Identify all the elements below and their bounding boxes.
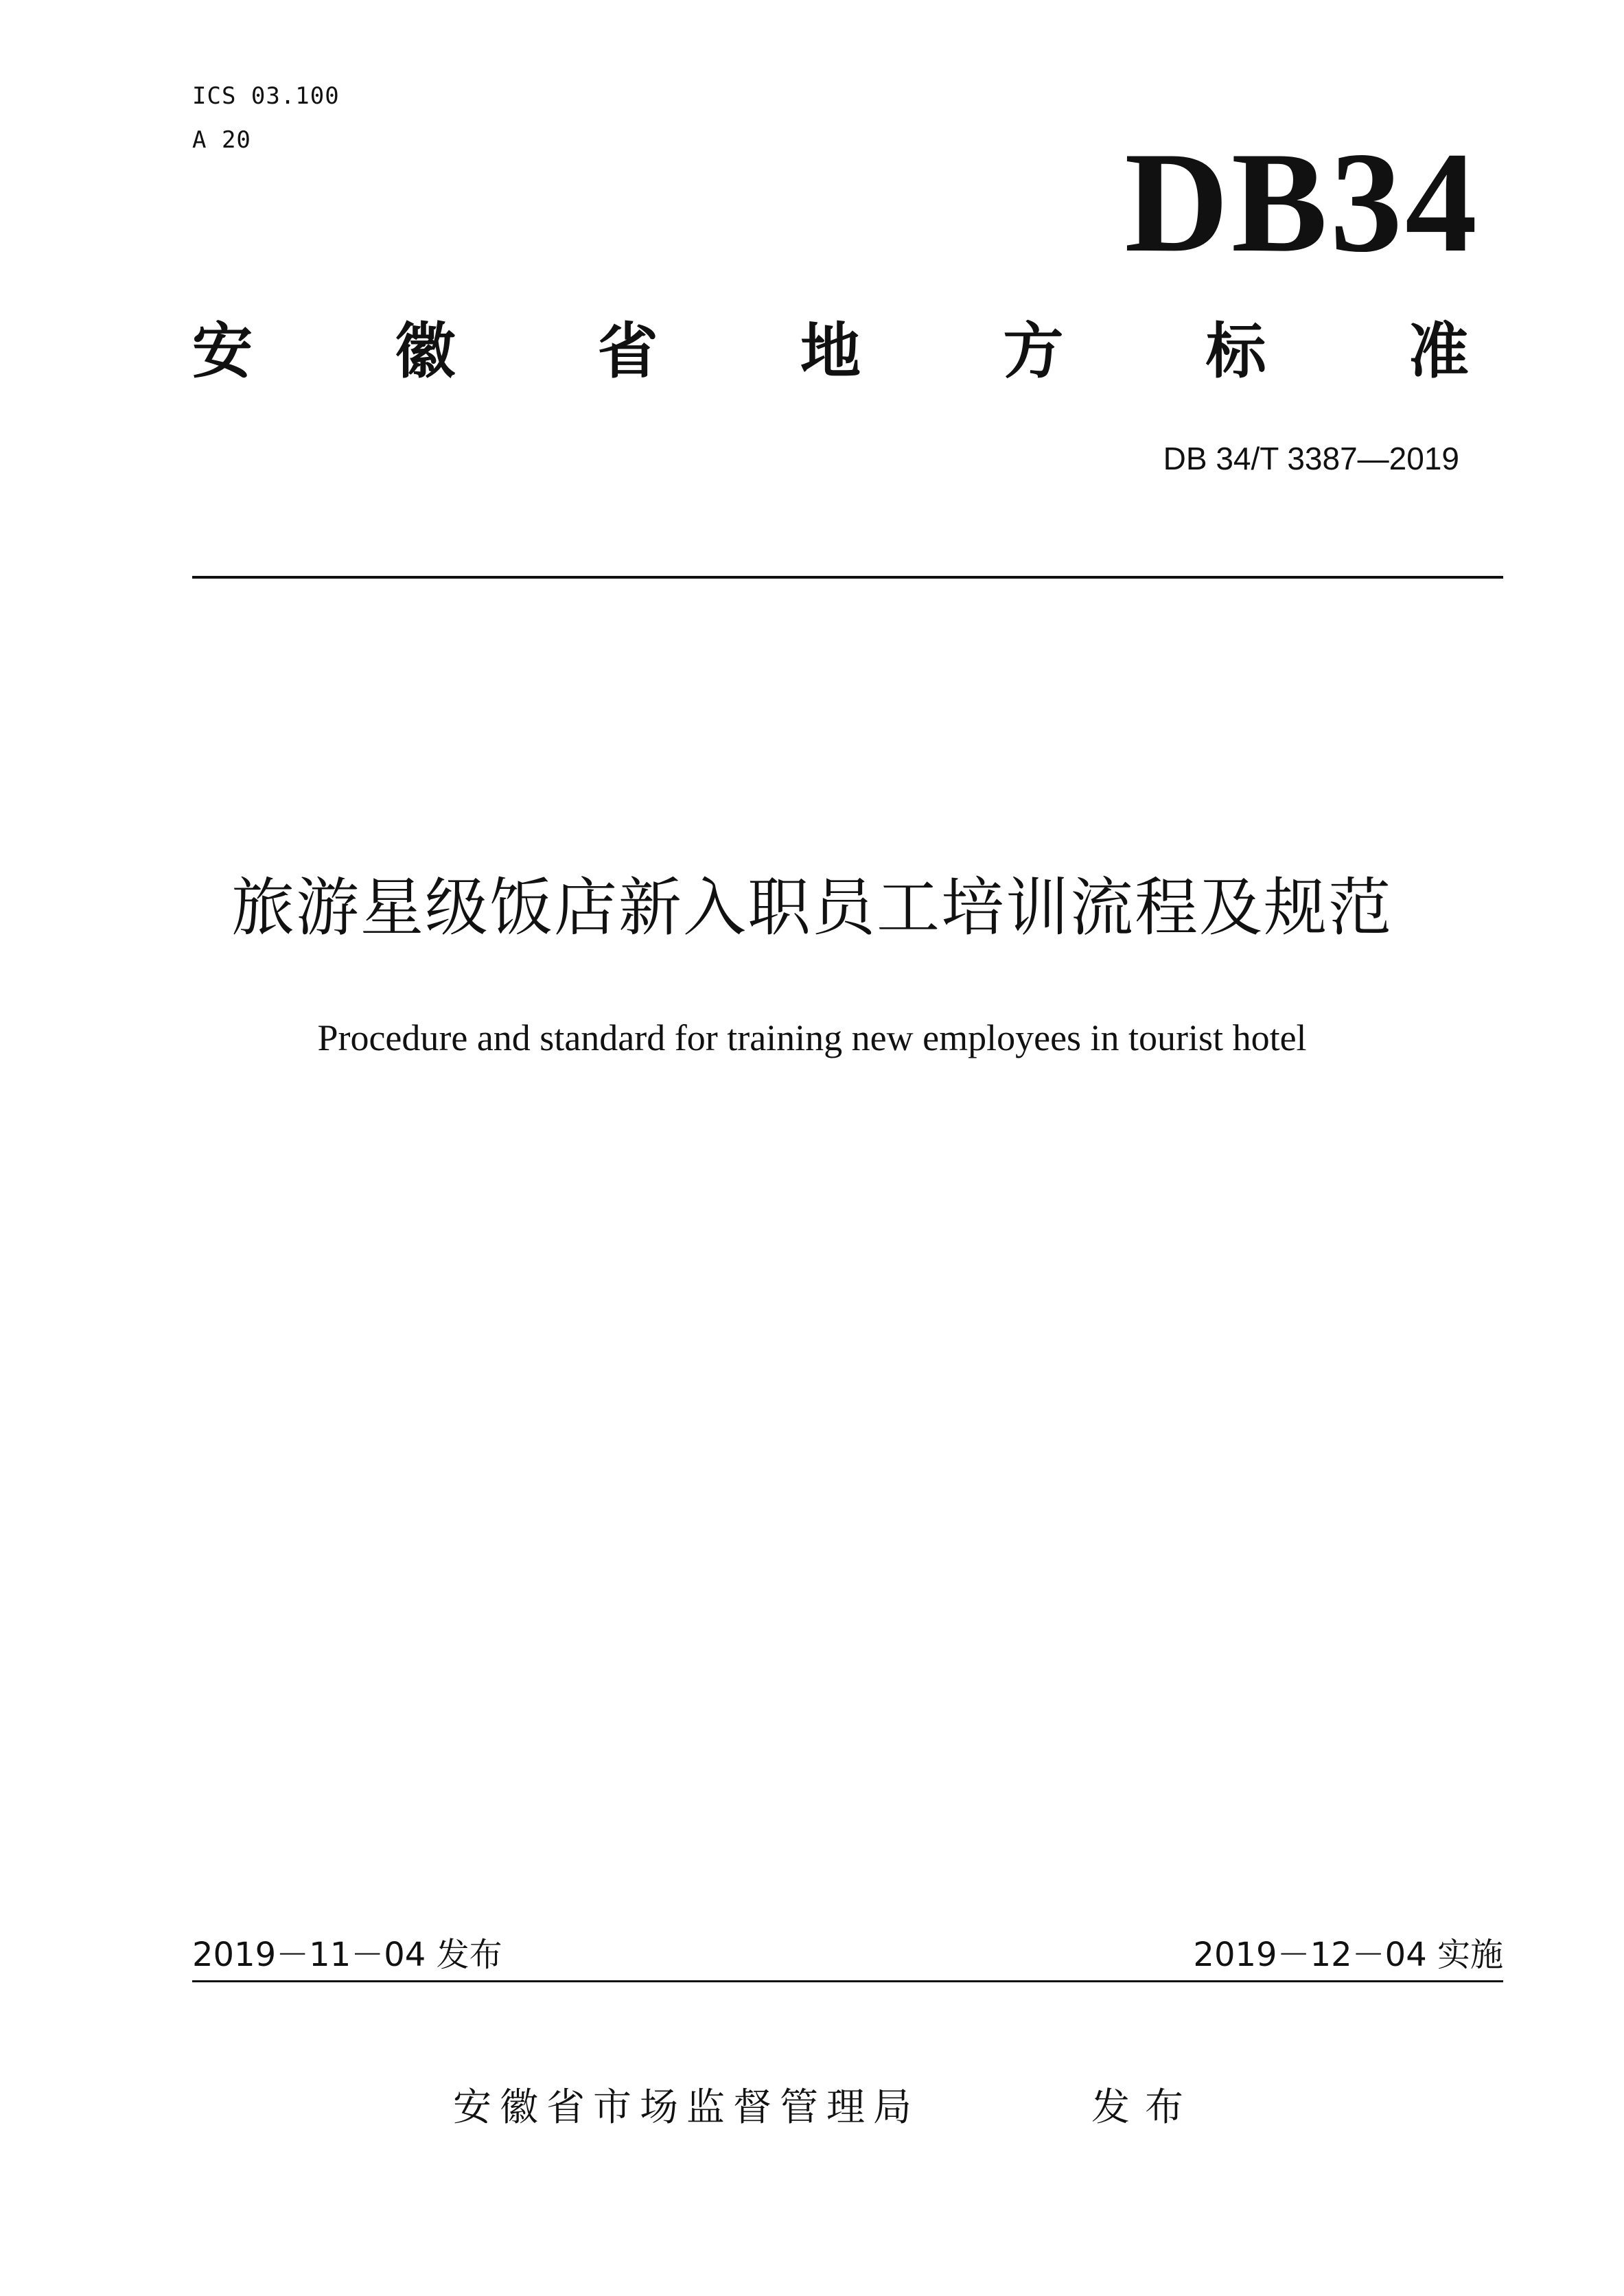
standard-type-char: 准 (1408, 316, 1469, 386)
bottom-divider (192, 1980, 1503, 1982)
standard-type-char: 方 (1003, 316, 1064, 386)
implementation-date: 2019－12－04 实施 (1193, 1936, 1503, 1974)
standard-type-heading (192, 317, 1469, 386)
standard-type-char: 安 (192, 316, 253, 386)
title-english: Procedure and standard for training new employees in tourist hotel (317, 1017, 1307, 1058)
standard-type-char: 省 (597, 316, 658, 386)
db-mark: DB34 (1124, 123, 1480, 282)
standard-type-char: 标 (1205, 316, 1266, 386)
issuing-authority: 安徽省市场监督管理局 (453, 2085, 920, 2130)
top-divider (192, 576, 1503, 579)
standard-type-char: 地 (800, 316, 861, 386)
ccs-code: A 20 (192, 126, 251, 154)
issue-label: 发布 (1091, 2085, 1198, 2130)
title-chinese: 旅游星级饭店新入职员工培训流程及规范 (231, 871, 1393, 944)
ics-code: ICS 03.100 (192, 82, 340, 110)
standard-number: DB 34/T 3387—2019 (1163, 441, 1459, 476)
issue-date: 2019－11－04 发布 (192, 1936, 502, 1974)
standard-type-char: 徽 (395, 316, 456, 386)
